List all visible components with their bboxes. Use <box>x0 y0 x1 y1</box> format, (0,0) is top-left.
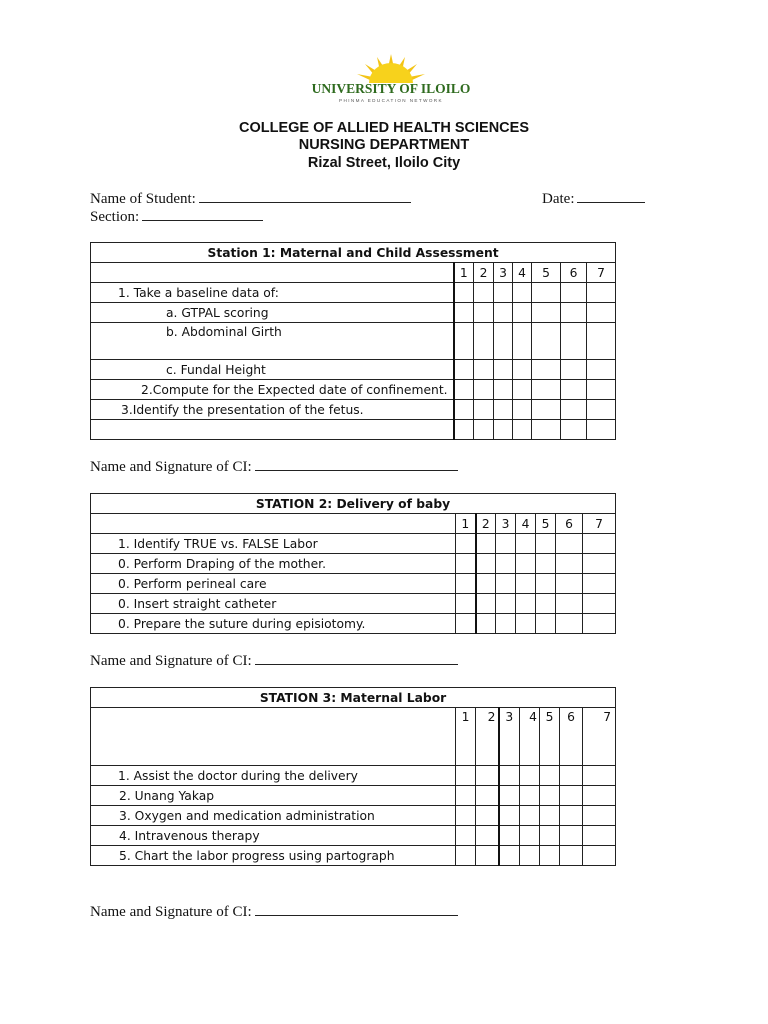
col-header: 7 <box>587 263 616 283</box>
col-header: 5 <box>536 514 556 534</box>
table-row <box>91 806 616 826</box>
date-blank[interactable] <box>577 190 645 203</box>
ci-signature-label: Name and Signature of CI: <box>90 653 252 669</box>
table-row <box>91 514 616 534</box>
col-header: 5 <box>532 263 561 283</box>
sun-icon <box>357 54 425 83</box>
criterion-label: 0. Perform Draping of the mother. <box>91 554 456 574</box>
ci-signature-blank[interactable] <box>255 458 458 471</box>
department-name: NURSING DEPARTMENT <box>298 137 470 153</box>
criterion-label: 4. Intravenous therapy <box>91 826 456 846</box>
table-row <box>91 380 616 400</box>
criterion-label: 3. Oxygen and medication administration <box>91 806 456 826</box>
logo-wordmark: UNIVERSITY OF ILOILO <box>311 81 471 96</box>
ci-signature-blank[interactable] <box>255 652 458 665</box>
ci-signature-label: Name and Signature of CI: <box>90 459 252 475</box>
table-row <box>91 303 616 323</box>
ci-signature-field[interactable] <box>90 903 458 921</box>
table-row <box>91 263 616 283</box>
table-row <box>91 846 616 866</box>
table-row <box>91 614 616 634</box>
col-header: 2 <box>476 708 499 766</box>
criterion-label: 0. Insert straight catheter <box>91 594 456 614</box>
col-header: 5 <box>540 708 560 766</box>
date-field[interactable] <box>542 190 645 208</box>
table-row <box>91 594 616 614</box>
date-label: Date: <box>542 191 575 207</box>
col-header: 4 <box>516 514 536 534</box>
col-header: 3 <box>499 708 520 766</box>
col-header: 7 <box>583 514 616 534</box>
col-header: 4 <box>513 263 532 283</box>
criterion-label: 2.Compute for the Expected date of confinement. <box>91 380 454 400</box>
table-row <box>91 786 616 806</box>
station2-table <box>90 493 616 634</box>
station2-title: STATION 2: Delivery of baby <box>91 494 616 514</box>
ci-signature-blank[interactable] <box>255 903 458 916</box>
criterion-label: 3.Identify the presentation of the fetus. <box>91 400 454 420</box>
col-header: 1 <box>454 263 474 283</box>
ci-signature-field[interactable] <box>90 458 458 476</box>
table-row <box>91 574 616 594</box>
ci-signature-label: Name and Signature of CI: <box>90 904 252 920</box>
table-row <box>91 708 616 766</box>
student-name-field[interactable] <box>90 190 411 208</box>
criterion-label: 1. Identify TRUE vs. FALSE Labor <box>91 534 456 554</box>
table-row <box>91 323 616 360</box>
table-row <box>91 554 616 574</box>
ci-signature-field[interactable] <box>90 652 458 670</box>
table-row <box>91 534 616 554</box>
criterion-label: 1. Take a baseline data of: <box>91 283 454 303</box>
address: Rizal Street, Iloilo City <box>307 155 461 171</box>
station1-title: Station 1: Maternal and Child Assessment <box>91 243 616 263</box>
student-name-blank[interactable] <box>199 190 411 203</box>
logo-tagline: PHINMA EDUCATION NETWORK <box>339 98 443 103</box>
criterion-label: 0. Perform perineal care <box>91 574 456 594</box>
table-row <box>91 766 616 786</box>
col-header: 3 <box>496 514 516 534</box>
table-row <box>91 826 616 846</box>
criterion-label: 0. Prepare the suture during episiotomy. <box>91 614 456 634</box>
col-header: 1 <box>456 708 476 766</box>
criterion-label: 2. Unang Yakap <box>91 786 456 806</box>
station1-table <box>90 242 616 440</box>
station3-table <box>90 687 616 866</box>
col-header: 1 <box>456 514 476 534</box>
criterion-label: 1. Assist the doctor during the delivery <box>91 766 456 786</box>
student-name-label: Name of Student: <box>90 191 196 207</box>
university-logo <box>305 52 477 106</box>
college-name: COLLEGE OF ALLIED HEALTH SCIENCES <box>238 120 529 136</box>
col-header: 4 <box>520 708 540 766</box>
table-row <box>91 283 616 303</box>
col-header: 6 <box>556 514 583 534</box>
col-header: 3 <box>494 263 513 283</box>
criterion-label: a. GTPAL scoring <box>91 303 454 323</box>
section-label: Section: <box>90 209 140 225</box>
criterion-label: b. Abdominal Girth <box>91 323 454 360</box>
table-row <box>91 400 616 420</box>
col-header: 2 <box>476 514 496 534</box>
table-row <box>91 360 616 380</box>
table-row <box>91 420 616 440</box>
col-header: 6 <box>561 263 587 283</box>
col-header: 7 <box>583 708 616 766</box>
section-blank[interactable] <box>142 208 263 221</box>
section-field[interactable] <box>90 208 263 226</box>
criterion-label: c. Fundal Height <box>91 360 454 380</box>
col-header: 2 <box>474 263 494 283</box>
criterion-label: 5. Chart the labor progress using partograph <box>91 846 456 866</box>
station3-title: STATION 3: Maternal Labor <box>91 688 616 708</box>
col-header: 6 <box>560 708 583 766</box>
